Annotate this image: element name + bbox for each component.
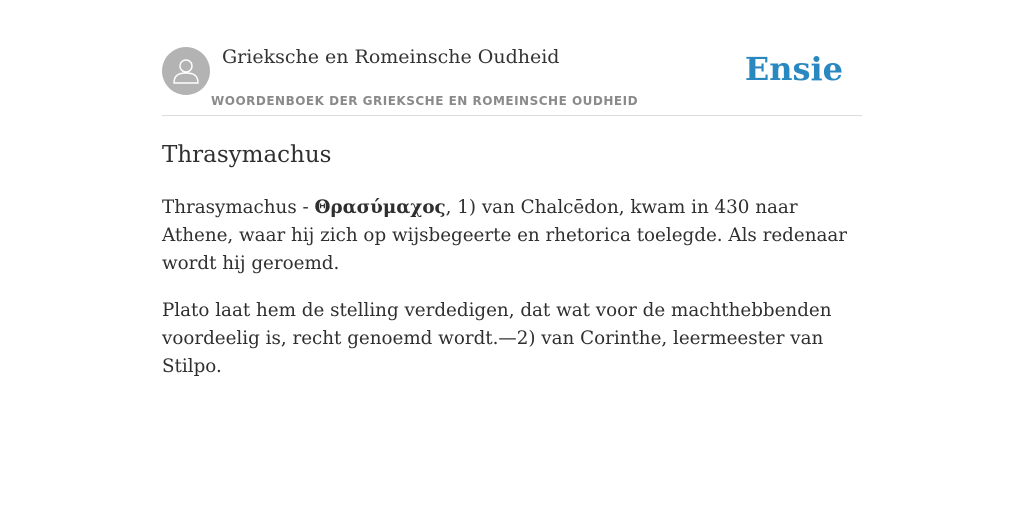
greek-term: Θρασύμαχος	[314, 197, 446, 218]
user-avatar-icon[interactable]	[162, 47, 210, 95]
site-subtitle: WOORDENBOEK DER GRIEKSCHE EN ROMEINSCHE OUDHEID	[211, 94, 639, 108]
article-paragraph-1	[162, 194, 862, 278]
site-title[interactable]: Grieksche en Romeinsche Oudheid	[222, 46, 560, 68]
article-title: Thrasymachus	[162, 142, 332, 168]
ensie-logo[interactable]: Ensie	[744, 50, 843, 88]
site-header	[162, 0, 862, 116]
article-paragraph-2: Plato laat hem de stelling verdedigen, dat wat voor de machthebbenden voordeelig is, recht genoemd wordt.—2) van Corinthe, leermeester van Stilpo.	[162, 300, 832, 377]
user-icon	[162, 47, 210, 95]
page	[162, 0, 862, 381]
paragraph-lead: Thrasymachus -	[162, 197, 315, 218]
article-content	[162, 116, 862, 381]
paragraph-body: , 1) van Chalcēdon, kwam in 430 naar Athene, waar hij zich op wijsbegeerte en rhetorica toelegde. Als redenaar wordt hij geroemd.	[162, 197, 848, 274]
